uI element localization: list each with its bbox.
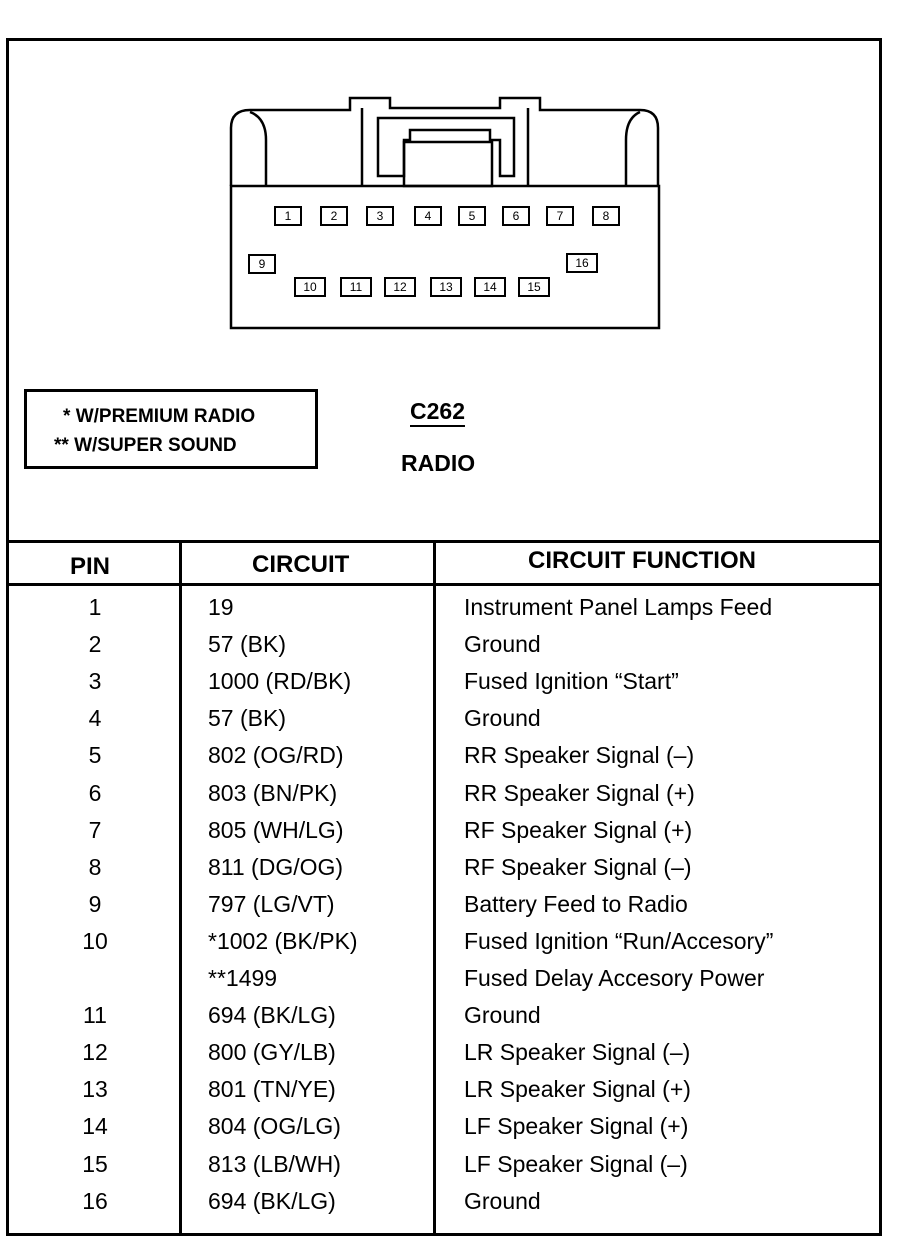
cell-pin: 9: [88, 890, 102, 917]
connector-pin-1: 1: [274, 206, 302, 226]
cell-pin: 11: [83, 1002, 107, 1029]
cell-circuit: **1499: [208, 965, 278, 991]
connector-pin-4: 4: [414, 206, 442, 226]
cell-pin: 2: [88, 631, 102, 658]
cell-function: Battery Feed to Radio: [464, 890, 688, 917]
connector-pin-13: 13: [430, 277, 462, 297]
cell-function: RF Speaker Signal (–): [464, 853, 692, 880]
cell-pin: 3: [88, 668, 102, 695]
connector-pin-11: 11: [340, 277, 372, 297]
cell-function: LR Speaker Signal (–): [464, 1039, 691, 1066]
connector-pin-7: 7: [546, 206, 574, 226]
connector-pin-9: 9: [248, 254, 276, 274]
cell-pin: 5: [88, 742, 102, 769]
connector-pin-12: 12: [384, 277, 416, 297]
connector-pin-5: 5: [458, 206, 486, 226]
connector-pin-10: 10: [294, 277, 326, 297]
cell-circuit: 800 (GY/LB): [208, 1039, 336, 1066]
cell-pin: 13: [82, 1076, 108, 1103]
cell-function: Ground: [464, 705, 541, 732]
cell-function: Ground: [464, 1187, 541, 1214]
cell-pin: 10: [82, 927, 108, 954]
header-pin: PIN: [70, 553, 111, 580]
cell-circuit: 803 (BN/PK): [208, 779, 338, 806]
legend-mark: *: [63, 406, 71, 427]
cell-circuit: 813 (LB/WH): [208, 1150, 341, 1177]
connector-id: C262: [410, 398, 465, 424]
cell-function: RF Speaker Signal (+): [464, 816, 693, 843]
cell-pin: 8: [88, 853, 102, 880]
cell-circuit: *1002 (BK/PK): [208, 927, 358, 954]
connector-pin-3: 3: [366, 206, 394, 226]
cell-pin: 4: [88, 705, 102, 732]
cell-pin: 12: [82, 1039, 108, 1066]
cell-function: LF Speaker Signal (–): [464, 1150, 688, 1177]
legend-text: W/PREMIUM RADIO: [75, 406, 256, 427]
cell-circuit: 57 (BK): [208, 705, 286, 732]
cell-function: RR Speaker Signal (–): [464, 742, 695, 769]
cell-function: Fused Ignition “Start”: [464, 668, 679, 695]
column-divider: [433, 543, 436, 1236]
cell-function: LR Speaker Signal (+): [464, 1076, 691, 1103]
cell-function: Ground: [464, 1002, 541, 1029]
cell-function: Fused Ignition “Run/Accesory”: [464, 927, 774, 954]
cell-pin: 15: [82, 1150, 108, 1177]
cell-pin: 6: [88, 779, 102, 806]
connector-name: RADIO: [401, 450, 476, 476]
cell-circuit: 797 (LG/VT): [208, 890, 335, 917]
connector-pin-2: 2: [320, 206, 348, 226]
cell-circuit: 804 (OG/LG): [208, 1113, 341, 1140]
cell-circuit: 802 (OG/RD): [208, 742, 344, 769]
cell-pin: 14: [82, 1113, 108, 1140]
connector-pin-15: 15: [518, 277, 550, 297]
cell-circuit: 811 (DG/OG): [208, 853, 344, 880]
legend-text: W/SUPER SOUND: [74, 435, 237, 456]
cell-circuit: 805 (WH/LG): [208, 816, 344, 843]
table-header: [6, 540, 882, 586]
connector-pin-14: 14: [474, 277, 506, 297]
cell-function: Fused Delay Accesory Power: [464, 965, 765, 991]
cell-circuit: 694 (BK/LG): [208, 1187, 336, 1214]
connector-pin-16: 16: [566, 253, 598, 273]
cell-function: Instrument Panel Lamps Feed: [464, 594, 773, 620]
cell-circuit: 19: [208, 594, 234, 620]
connector-pin-8: 8: [592, 206, 620, 226]
header-circuit: CIRCUIT: [252, 551, 350, 578]
legend-box: [24, 389, 318, 469]
cell-circuit: 1000 (RD/BK): [208, 668, 352, 695]
legend-item: [63, 402, 305, 431]
legend-item: [54, 431, 305, 460]
cell-function: RR Speaker Signal (+): [464, 779, 695, 806]
connector-pin-6: 6: [502, 206, 530, 226]
cell-pin: 7: [88, 816, 102, 843]
cell-function: LF Speaker Signal (+): [464, 1113, 689, 1140]
cell-pin: 16: [82, 1187, 108, 1214]
column-divider: [179, 543, 182, 1236]
cell-pin: 1: [88, 594, 102, 620]
cell-circuit: 801 (TN/YE): [208, 1076, 336, 1103]
legend-mark: **: [54, 435, 69, 456]
cell-circuit: 694 (BK/LG): [208, 1002, 336, 1029]
cell-circuit: 57 (BK): [208, 631, 286, 658]
header-function: CIRCUIT FUNCTION: [528, 547, 756, 574]
cell-function: Ground: [464, 631, 541, 658]
